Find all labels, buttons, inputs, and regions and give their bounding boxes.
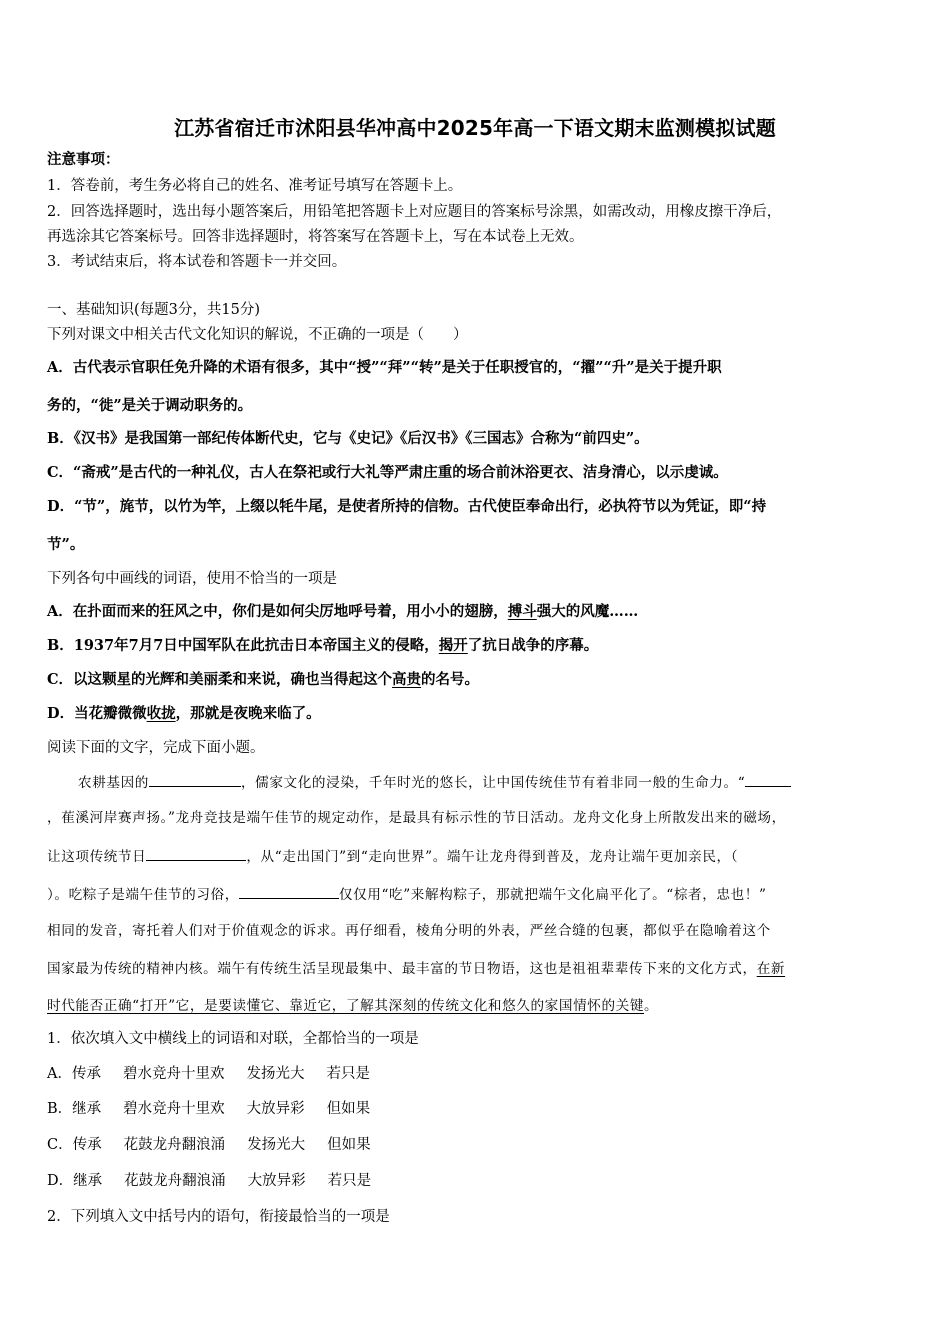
option-text: 大放异彩 <box>247 1173 306 1189</box>
option-d <box>47 704 321 724</box>
option-b <box>47 636 598 656</box>
passage-line <box>47 884 767 905</box>
option-text: A．在扑面而来的狂风之中，你们是如何尖厉地呼号着，用小小的翅膀， <box>47 603 508 620</box>
passage-line <box>47 996 658 1016</box>
notice-item-3: 3．考试结束后，将本试卷和答题卡一并交回。 <box>47 254 347 270</box>
passage-line <box>47 846 738 867</box>
fill-blank <box>149 772 241 787</box>
option-text: 花鼓龙舟翻浪涌 <box>123 1137 226 1153</box>
option-text: 大放异彩 <box>246 1101 305 1117</box>
fill-blank <box>146 846 246 861</box>
option-text: C．传承 <box>47 1137 102 1153</box>
option-text: A．传承 <box>47 1066 101 1082</box>
section-heading: 一、基础知识(每题3分，共15分) <box>47 302 260 318</box>
notice-item-1: 1．答卷前，考生务必将自己的姓名、准考证号填写在答题卡上。 <box>47 178 463 194</box>
option-text: 发扬光大 <box>246 1066 305 1082</box>
underlined-text: 在新 <box>756 961 786 977</box>
option-text: 但如果 <box>327 1137 371 1153</box>
option-text: 的名号。 <box>421 671 480 688</box>
option-text: ，那就是夜晚来临了。 <box>175 705 321 722</box>
underlined-text: 时代能否正确“打开”它，是要读懂它、靠近它，了解其深刻的传统文化和悠久的家国情怀的关键 <box>47 998 645 1014</box>
option-b <box>47 1099 370 1119</box>
passage-text: ，儒家文化的浸染，千年时光的悠长，让中国传统佳节有着非同一般的生命力。“ <box>240 775 746 791</box>
passage-text: ，从“走出国门”到“走向世界”。端午让龙舟得到普及，龙舟让端午更加亲民，（ <box>246 849 739 865</box>
option-text: 若只是 <box>326 1066 370 1082</box>
option-text: C．以这颗星的光辉和美丽柔和来说，确也当得起这个 <box>47 671 393 688</box>
option-text: 碧水竞舟十里欢 <box>122 1066 225 1082</box>
option-d <box>47 1171 371 1191</box>
passage-line <box>47 959 785 979</box>
option-d-cont: 节”。 <box>47 536 85 553</box>
passage-line <box>78 772 791 793</box>
option-d: D．“节”，旄节，以竹为竿，上缀以牦牛尾，是使者所持的信物。古代使臣奉命出行，必执符节以为凭证，即“持 <box>47 498 767 515</box>
passage-text: 农耕基因的 <box>78 775 149 791</box>
passage-text: 仅仅用“吃”来解构粽子，那就把端午文化扁平化了。“棕者，忠也！” <box>338 887 767 903</box>
passage-text: 让这项传统节日 <box>47 849 147 865</box>
option-c: C．“斋戒”是古代的一种礼仪，古人在祭祀或行大礼等严肃庄重的场合前沐浴更衣、洁身清心，以示虔诚。 <box>47 464 728 481</box>
question-stem: 2．下列填入文中括号内的语句，衔接最恰当的一项是 <box>47 1209 390 1225</box>
option-text: B．1937年7月7日中国军队在此抗击日本帝国主义的侵略， <box>47 637 439 654</box>
option-text: 了抗日战争的序幕。 <box>467 637 599 654</box>
option-a: A．古代表示官职任免升降的术语有很多，其中“授”“拜”“转”是关于任职授官的，“擢”“升”是关于提升职 <box>47 359 722 376</box>
notice-item-2-cont: 再选涂其它答案标号。回答非选择题时，将答案写在答题卡上，写在本试卷上无效。 <box>47 229 584 245</box>
reading-intro: 阅读下面的文字，完成下面小题。 <box>47 740 265 756</box>
fill-blank <box>745 772 791 787</box>
option-a-cont: 务的，“徙”是关于调动职务的。 <box>47 397 253 414</box>
notice-heading: 注意事项： <box>47 151 120 168</box>
question-stem: 1．依次填入文中横线上的词语和对联，全都恰当的一项是 <box>47 1031 419 1047</box>
option-text: 花鼓龙舟翻浪涌 <box>124 1173 226 1189</box>
passage-text: 国家最为传统的精神内核。端午有传统生活呈现最集中、最丰富的节日物语，这也是祖祖辈辈传下来的文化方式， <box>47 961 757 977</box>
question-stem: 下列各句中画线的词语，使用不恰当的一项是 <box>47 571 337 587</box>
fill-blank <box>239 884 339 899</box>
option-text: D．继承 <box>47 1173 103 1189</box>
option-text: 发扬光大 <box>247 1137 306 1153</box>
option-text: 碧水竞舟十里欢 <box>123 1101 225 1117</box>
option-text: 若只是 <box>327 1173 372 1189</box>
option-text: 强大的风魔…… <box>536 603 639 620</box>
option-b: B．《汉书》是我国第一部纪传体断代史，它与《史记》《后汉书》《三国志》合称为“前四史”。 <box>47 430 649 447</box>
underlined-word: 高贵 <box>392 671 422 688</box>
page-title: 江苏省宿迁市沭阳县华冲高中2025年高一下语文期末监测模拟试题 <box>174 116 776 140</box>
option-text: B．继承 <box>47 1101 102 1117</box>
option-text: D．当花瓣微微 <box>47 705 147 722</box>
passage-line: ，萑溪河岸赛声扬。”龙舟竞技是端午佳节的规定动作，是最具有标示性的节日活动。龙舟文化身上所散发出来的磁场， <box>47 810 786 826</box>
passage-text: ）。吃粽子是端午佳节的习俗， <box>47 887 239 903</box>
underlined-word: 揭开 <box>438 637 468 654</box>
passage-text: 。 <box>644 998 659 1014</box>
passage-line: 相同的发音，寄托着人们对于价值观念的诉求。再仔细看，棱角分明的外表，严丝合缝的包裹，都似乎在隐喻着这个 <box>47 923 771 939</box>
question-stem: 下列对课文中相关古代文化知识的解说，不正确的一项是（ ） <box>47 327 468 343</box>
option-a <box>47 602 638 622</box>
notice-item-2: 2．回答选择题时，选出每小题答案后，用铅笔把答题卡上对应题目的答案标号涂黑，如需改动，用橡皮擦干净后， <box>47 204 782 220</box>
option-a <box>47 1064 370 1084</box>
option-c <box>47 670 479 690</box>
underlined-word: 搏斗 <box>507 603 537 620</box>
option-text: 但如果 <box>326 1101 371 1117</box>
underlined-word: 收拢 <box>146 705 176 722</box>
option-c <box>47 1135 371 1155</box>
